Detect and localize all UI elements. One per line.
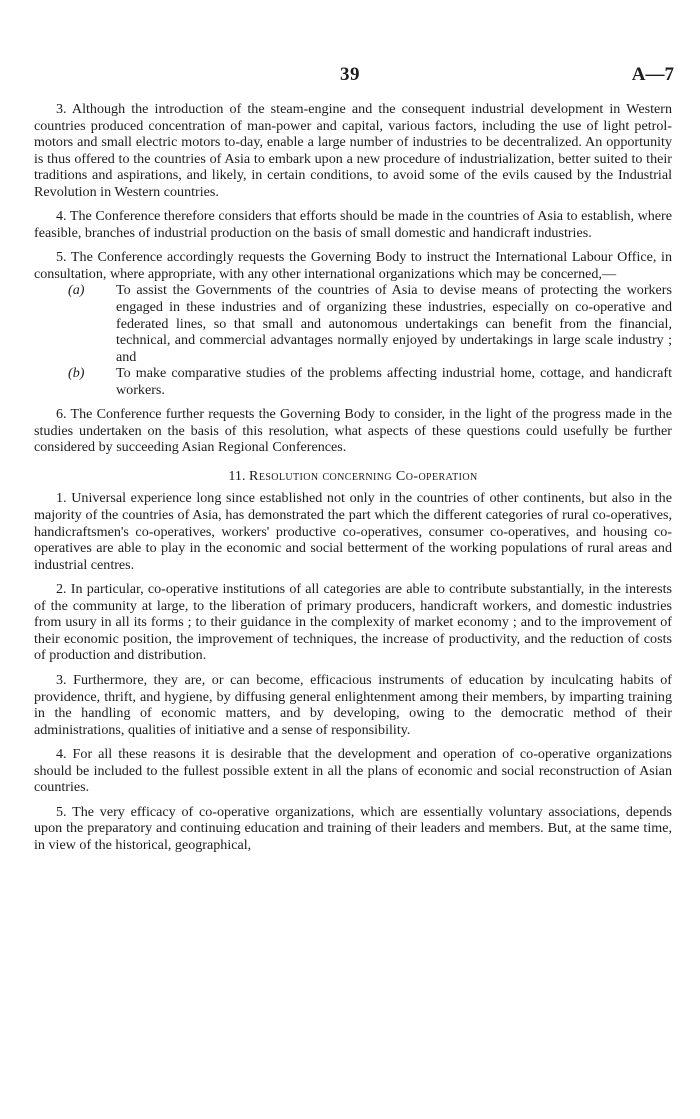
- page-header: [0, 64, 700, 92]
- co-op-paragraph-5: 5. The very efficacy of co-operative organizations, which are essentially voluntary associations, depends upon the preparatory and continuing education and training of their leaders and members. But, at the same time, in view of the historical, geographical,: [34, 803, 672, 853]
- paragraph-5-conference-requests: 5. The Conference accordingly requests the Governing Body to instruct the International Labour Office, in consultation, where appropriate, with any other international organizations which may be concerned,—: [34, 249, 672, 282]
- sub-item-b: [34, 365, 672, 398]
- sub-item-marker: (b): [68, 365, 85, 382]
- co-op-paragraph-4: 4. For all these reasons it is desirable that the development and operation of co-operative organizations should be included to the fullest possible extent in all the plans of economic and social reconstruction of Asian countries.: [34, 746, 672, 796]
- co-op-paragraph-3: 3. Furthermore, they are, or can become, efficacious instruments of education by inculcating habits of providence, thrift, and hygiene, by diffusing general enlightenment among their members, by imparting training in the handling of economic matters, and by developing, owing to the democratic method of their administrations, qualities of initiative and a sense of responsibility.: [34, 671, 672, 738]
- paragraph-3-industrial-development: 3. Although the introduction of the steam-engine and the consequent industrial development in Western countries produced concentration of man-power and capital, various factors, including the use of light petrol-motors and small electric motors to-day, enable a large number of industries to be decentralized. An opportunity is thus offered to the countries of Asia to embark upon a new procedure of industrialization, better suited to their traditions and aspirations, and likely, in certain conditions, to avoid some of the evils caused by the Industrial Revolution in Western countries.: [34, 101, 672, 200]
- page-number: 39: [340, 64, 360, 85]
- page-reference: A—7: [631, 64, 674, 85]
- section-number: 11.: [228, 467, 246, 484]
- section-title: Resolution concerning Co-operation: [249, 467, 478, 484]
- sub-item-marker: (a): [68, 282, 85, 299]
- co-op-paragraph-2: 2. In particular, co-operative institutions of all categories are able to contribute substantially, in the interests of the community at large, to the liberation of primary producers, handicraft workers, and domestic industries from usury in all its forms ; to their guidance in the complexity of market economy ; and to the improvement of their economic position, the improvement of techniques, the increase of productivity, and the reduction of costs of production and distribution.: [34, 581, 672, 664]
- sub-item-a: [34, 282, 672, 365]
- co-op-paragraph-1: 1. Universal experience long since established not only in the countries of other continents, but also in the majority of the countries of Asia, has demonstrated the part which the different categories of rural co-operatives, handicraftsmen's co-operatives, workers' productive co-operatives, consumer co-operatives, and housing co-operatives are able to play in the economic and social betterment of the working populations of rural areas and industrial centres.: [34, 490, 672, 573]
- document-body: [34, 101, 672, 861]
- sub-item-text: To make comparative studies of the problems affecting industrial home, cottage, and handicraft workers.: [116, 365, 672, 398]
- paragraph-6-further-requests: 6. The Conference further requests the Governing Body to consider, in the light of the progress made in the studies undertaken on the basis of this resolution, what aspects of these questions could usefully be further considered by succeeding Asian Regional Conferences.: [34, 406, 672, 456]
- section-heading: [34, 468, 672, 485]
- sub-item-text: To assist the Governments of the countries of Asia to devise means of protecting the workers engaged in these industries and of organizing these industries, especially on co-operative and federated lines, so that small and autonomous undertakings can benefit from the financial, technical, and commercial advantages normally enjoyed by undertakings in large scale industry ; and: [116, 282, 672, 365]
- paragraph-4-conference-considers: 4. The Conference therefore considers that efforts should be made in the countries of Asia to establish, where feasible, branches of industrial production on the basis of small domestic and handicraft industries.: [34, 208, 672, 241]
